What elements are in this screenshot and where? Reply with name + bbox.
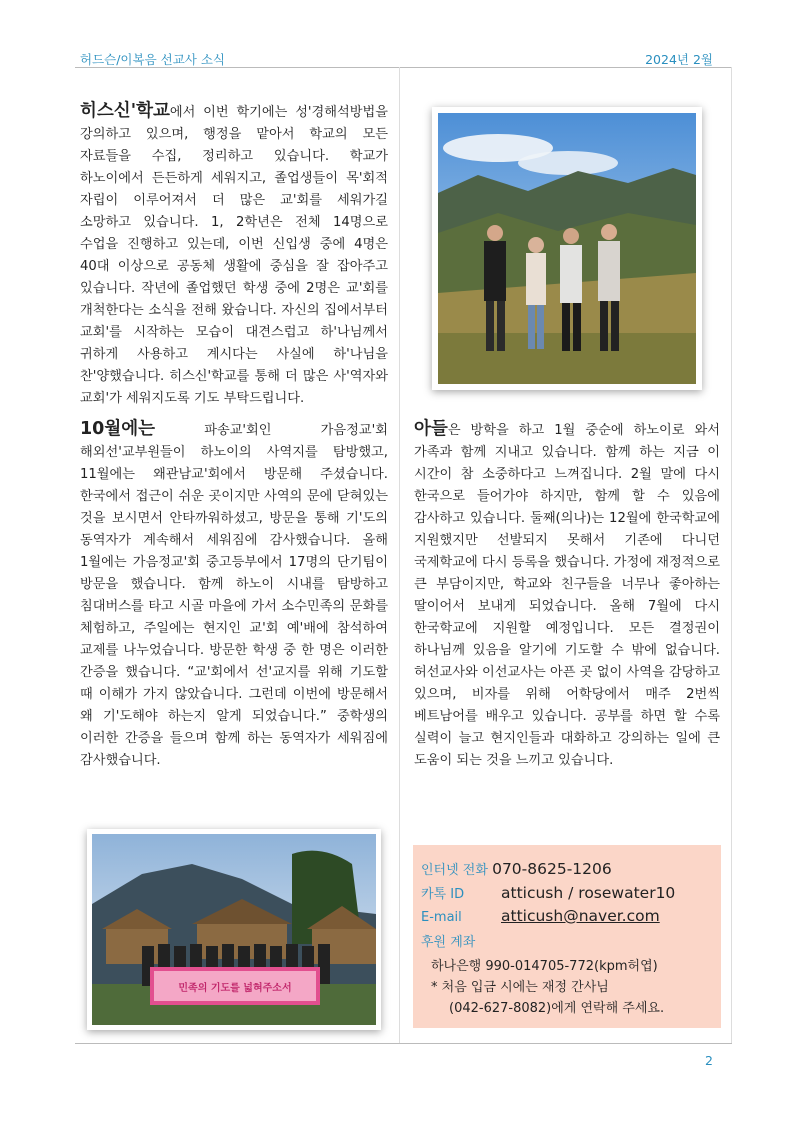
- family-text: 은 방학을 하고 1월 중순에 하노이로 와서 가족과 함께 지내고 있습니다. 함께 하는 지금 이 시간이 참 소중하다고 느껴집니다. 2월 말에 다시 한국으로 들어가야 하지만, 함께 할 수 있음에 감사하고 있습니다. 둘째(의나)는 12월에 한국학교에 지원했지만 선발되지 못해서 기존에 다니던 국제학교에 다시 등록을 했습니다. 가정에 재정적으로 큰 부담이지만, 학교와 친구들을 너무나 좋아하는 딸이어서 보내게 되었습니다. 올해 7월에 다시 한국학교에 지원할 예정입니다. 모든 결정권이 하나님께 있음을 알기에 기도할 수 밖에 없습니다. 허선교사와 이선교사는 아픈 곳 없이 사역을 감당하고 있으며, 비자를 위해 어학당에서 매주 2번씩 베트남어를 배우고 있습니다. 공부를 하면 할 수록 실력이 늘고 현지인들과 대화하고 강의하는 일에 큰 도움이 되는 것을 느끼고 있습니다.: [414, 423, 720, 768]
- top-rule: [75, 67, 732, 68]
- right-column: [414, 418, 720, 780]
- kakao-label: 카톡 ID: [421, 887, 465, 902]
- group-photo: [87, 829, 381, 1030]
- kakao-row: [421, 883, 711, 907]
- header-date: 2024년 2월: [645, 52, 713, 67]
- contact-box: [413, 845, 721, 1028]
- email-row: [421, 907, 711, 931]
- visit-text: 파송교'회인 가음정교'회 해외선'교부원들이 하노이의 사역지를 탐방했고, 11월에는 왜관남교'회에서 방문해 주셨습니다. 한국에서 접근이 쉬운 곳이지만 사역의 문에 닫혀있는 것을 보시면서 안타까워하셨고, 방문을 통해 기'도의 동역자가 계속해서 세워짐에 감사했습니다. 올해 1월에는 가음정교'회 중고등부에서 17명의 단기팀이 방문을 했습니다. 함께 하노이 시내를 탐방하고 침대버스를 타고 시골 마을에 가서 소수민족의 문화를 체험하고, 주일에는 현지인 교'회 예'배에 참석하여 교제를 나누었습니다. 방문한 학생 중 한 명은 이러한 간증을 했습니다. “교'회에서 선'교지를 위해 기도할 때 이해가 가지 않았습니다. 그런데 이번에 방문해서 왜 기'도해야 하는지 알게 되었습니다.” 중학생의 이러한 간증을 들으며 함께 하는 동역자가 세워짐에 감사했습니다.: [80, 423, 388, 768]
- right-border: [731, 67, 732, 1043]
- school-paragraph: [80, 100, 388, 410]
- phone-number[interactable]: 070-8625-1206: [492, 860, 612, 878]
- email-link[interactable]: atticush@naver.com: [501, 907, 660, 925]
- family-photo: [432, 107, 702, 390]
- family-paragraph: [414, 418, 720, 772]
- account-row: [421, 931, 711, 955]
- visit-lead: 10월에는: [80, 419, 156, 439]
- account-number: 하나은행 990-014705-772(kpm허엽): [431, 959, 658, 974]
- kakao-id[interactable]: atticush / rosewater10: [501, 884, 676, 902]
- column-divider: [399, 67, 400, 1043]
- account-label: 후원 계좌: [421, 935, 476, 950]
- page-number: 2: [705, 1053, 713, 1068]
- email-label: E-mail: [421, 910, 462, 925]
- account-note-2: (042-627-8082)에게 연락해 주세요.: [449, 1001, 665, 1016]
- family-lead: 아들: [414, 419, 448, 439]
- phone-row: [421, 859, 711, 883]
- header-title: 허드슨/이복음 선교사 소식: [80, 52, 225, 67]
- banner-text: 민족의 기도를 넓혀주소서: [178, 983, 292, 994]
- bottom-rule: [75, 1043, 732, 1044]
- visit-paragraph: [80, 418, 388, 772]
- school-text: 에서 이번 학기에는 성'경해석방법을 강의하고 있으며, 행정을 맡아서 학교의 모든 자료들을 수집, 정리하고 있습니다. 학교가 하노이에서 든든하게 세워지고, 졸업생들이 목'회적 자립이 이루어져서 더 많은 교'회를 세워가길 소망하고 있습니다. 1, 2학년은 전체 14명으로 수업을 진행하고 있는데, 이번 신입생 중에 4명은 40대 이상으로 공동체 생활에 중심을 잘 잡아주고 있습니다. 작년에 졸업했던 학생 중에 2명은 교'회를 개척한다는 소식을 전해 왔습니다. 자신의 집에서부터 교회'를 시작하는 모습이 대견스럽고 하'나님께서 귀하게 사용하고 계시다는 사실에 하'나님을 찬'양했습니다. 히스신'학교를 통해 더 많은 사'역자와 교회'가 세워지도록 기도 부탁드립니다.: [80, 105, 388, 406]
- left-column: [80, 100, 388, 780]
- school-lead: 히스신'학교: [80, 101, 170, 121]
- account-note-1: * 처음 입금 시에는 재정 간사님: [431, 980, 609, 995]
- phone-label: 인터넷 전화: [421, 863, 488, 878]
